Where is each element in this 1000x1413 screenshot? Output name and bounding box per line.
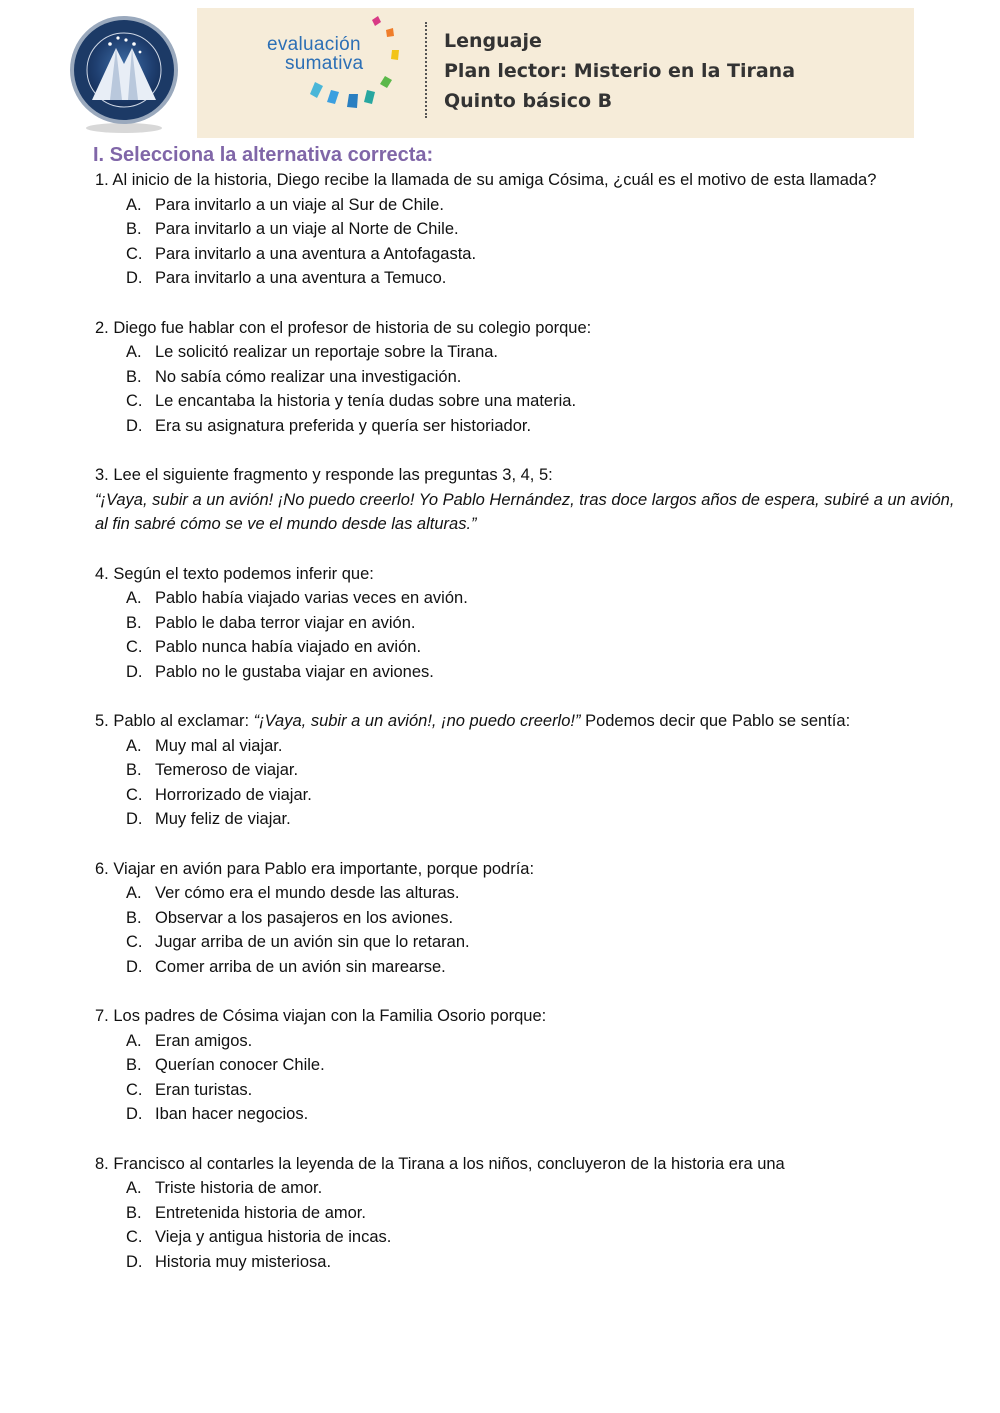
option-letter: B. xyxy=(126,1203,142,1222)
question-4 xyxy=(95,562,965,685)
option-letter: D. xyxy=(126,269,143,287)
option-letter: C. xyxy=(126,1080,143,1099)
option-text: No sabía cómo realizar una investigación. xyxy=(155,367,462,386)
option-text: Jugar arriba de un avión sin que lo retaran. xyxy=(155,933,470,951)
option-text: Eran turistas. xyxy=(155,1080,253,1099)
option-text: Historia muy misteriosa. xyxy=(155,1252,332,1271)
option-text: Vieja y antigua historia de incas. xyxy=(155,1228,392,1246)
option-letter: A. xyxy=(126,589,142,607)
question-2 xyxy=(95,316,965,439)
option-a[interactable] xyxy=(126,881,965,906)
brand-line-2: sumativa xyxy=(285,53,364,74)
option-a[interactable] xyxy=(126,734,965,759)
option-letter: B. xyxy=(126,367,142,386)
option-text: Para invitarlo a un viaje al Sur de Chile. xyxy=(155,195,444,214)
question-3 xyxy=(95,463,965,537)
option-a[interactable] xyxy=(126,586,965,611)
option-letter: D. xyxy=(126,1105,143,1123)
question-1 xyxy=(95,168,965,291)
option-letter: C. xyxy=(126,785,143,804)
question-text-start: 5. Pablo al exclamar: xyxy=(95,712,254,730)
grade-title: Quinto básico B xyxy=(444,90,613,112)
option-letter: B. xyxy=(126,1056,142,1074)
option-d[interactable] xyxy=(126,1102,965,1127)
header-divider xyxy=(425,22,427,118)
option-a[interactable] xyxy=(126,1029,965,1054)
option-a[interactable] xyxy=(126,340,965,365)
question-text-end: Podemos decir que Pablo se sentía: xyxy=(580,712,851,730)
option-letter: C. xyxy=(126,933,143,951)
question-7 xyxy=(95,1004,965,1127)
option-d[interactable] xyxy=(126,955,965,980)
option-letter: B. xyxy=(126,613,142,632)
option-text: Le solicitó realizar un reportaje sobre la Tirana. xyxy=(155,343,499,361)
option-letter: C. xyxy=(126,638,143,656)
option-text: Iban hacer negocios. xyxy=(155,1105,309,1123)
option-a[interactable] xyxy=(126,193,965,218)
option-letter: D. xyxy=(126,1252,143,1271)
question-text: 4. Según el texto podemos inferir que: xyxy=(95,564,374,583)
option-letter: D. xyxy=(126,957,143,976)
option-text: Pablo le daba terror viajar en avión. xyxy=(155,613,416,632)
option-d[interactable] xyxy=(126,1250,965,1275)
option-letter: B. xyxy=(126,220,142,238)
subject-title: Lenguaje xyxy=(444,30,542,52)
option-b[interactable] xyxy=(126,758,965,783)
reading-fragment: “¡Vaya, subir a un avión! ¡No puedo creerlo! Yo Pablo Hernández, tras doce largos años de espera, subiré a un avión, al fin sabré cómo se ve el mundo desde las alturas.” xyxy=(95,490,955,533)
option-d[interactable] xyxy=(126,660,965,685)
option-letter: C. xyxy=(126,244,143,263)
option-text: Para invitarlo a una aventura a Antofagasta. xyxy=(155,244,477,263)
option-text: Pablo había viajado varias veces en avión. xyxy=(155,589,468,607)
brand-line-1: evaluación xyxy=(267,34,361,55)
option-d[interactable] xyxy=(126,807,965,832)
section-title: I. Selecciona la alternativa correcta: xyxy=(93,144,434,166)
question-text: 8. Francisco al contarles la leyenda de la Tirana a los niños, concluyeron de la historia era una xyxy=(95,1154,785,1173)
worksheet-content xyxy=(95,142,965,1299)
option-letter: B. xyxy=(126,908,142,927)
option-text: Eran amigos. xyxy=(155,1031,253,1050)
option-b[interactable] xyxy=(126,906,965,931)
option-text: Ver cómo era el mundo desde las alturas. xyxy=(155,884,460,902)
option-c[interactable] xyxy=(126,930,965,955)
question-6 xyxy=(95,857,965,980)
option-text: Pablo nunca había viajado en avión. xyxy=(155,638,422,656)
question-text: 3. Lee el siguiente fragmento y responde las preguntas 3, 4, 5: xyxy=(95,466,553,484)
option-d[interactable] xyxy=(126,266,965,291)
option-text: Muy feliz de viajar. xyxy=(155,810,291,828)
option-letter: A. xyxy=(126,343,142,361)
question-text xyxy=(95,709,965,734)
option-letter: C. xyxy=(126,392,143,410)
option-letter: A. xyxy=(126,1031,142,1050)
option-text: Temeroso de viajar. xyxy=(155,761,299,779)
option-letter: C. xyxy=(126,1228,143,1246)
option-letter: D. xyxy=(126,416,143,435)
option-b[interactable] xyxy=(126,1053,965,1078)
option-c[interactable] xyxy=(126,242,965,267)
option-text: Querían conocer Chile. xyxy=(155,1056,325,1074)
option-letter: D. xyxy=(126,810,143,828)
option-c[interactable] xyxy=(126,783,965,808)
option-text: Horrorizado de viajar. xyxy=(155,785,312,804)
option-text: Para invitarlo a una aventura a Temuco. xyxy=(155,269,447,287)
option-text: Pablo no le gustaba viajar en aviones. xyxy=(155,662,434,681)
question-text: 7. Los padres de Cósima viajan con la Familia Osorio porque: xyxy=(95,1007,547,1025)
option-b[interactable] xyxy=(126,1201,965,1226)
option-text: Le encantaba la historia y tenía dudas sobre una materia. xyxy=(155,392,577,410)
question-5 xyxy=(95,709,965,832)
question-text: 2. Diego fue hablar con el profesor de historia de su colegio porque: xyxy=(95,318,592,337)
option-a[interactable] xyxy=(126,1176,965,1201)
option-letter: A. xyxy=(126,1179,142,1197)
option-c[interactable] xyxy=(126,1078,965,1103)
option-letter: D. xyxy=(126,662,143,681)
option-d[interactable] xyxy=(126,414,965,439)
option-letter: B. xyxy=(126,761,142,779)
option-text: Para invitarlo a un viaje al Norte de Chile. xyxy=(155,220,459,238)
option-b[interactable] xyxy=(126,365,965,390)
option-text: Entretenida historia de amor. xyxy=(155,1203,366,1222)
option-text: Era su asignatura preferida y quería ser historiador. xyxy=(155,416,532,435)
question-8 xyxy=(95,1152,965,1275)
header-banner xyxy=(197,8,914,138)
question-text: 6. Viajar en avión para Pablo era importante, porque podría: xyxy=(95,859,535,878)
option-letter: A. xyxy=(126,884,142,902)
option-text: Triste historia de amor. xyxy=(155,1179,323,1197)
option-b[interactable] xyxy=(126,217,965,242)
school-logo xyxy=(66,14,182,134)
option-c[interactable] xyxy=(126,635,965,660)
option-c[interactable] xyxy=(126,389,965,414)
option-text: Comer arriba de un avión sin marearse. xyxy=(155,957,446,976)
plan-title: Plan lector: Misterio en la Tirana xyxy=(444,60,796,82)
option-c[interactable] xyxy=(126,1225,965,1250)
question-quote: “¡Vaya, subir a un avión!, ¡no puedo creerlo!” xyxy=(253,712,581,730)
option-letter: A. xyxy=(126,736,142,755)
option-text: Observar a los pasajeros en los aviones. xyxy=(155,908,454,927)
option-b[interactable] xyxy=(126,611,965,636)
question-text: 1. Al inicio de la historia, Diego recibe la llamada de su amiga Cósima, ¿cuál es el motivo de esta llamada? xyxy=(95,171,877,189)
option-letter: A. xyxy=(126,195,142,214)
option-text: Muy mal al viajar. xyxy=(155,736,283,755)
